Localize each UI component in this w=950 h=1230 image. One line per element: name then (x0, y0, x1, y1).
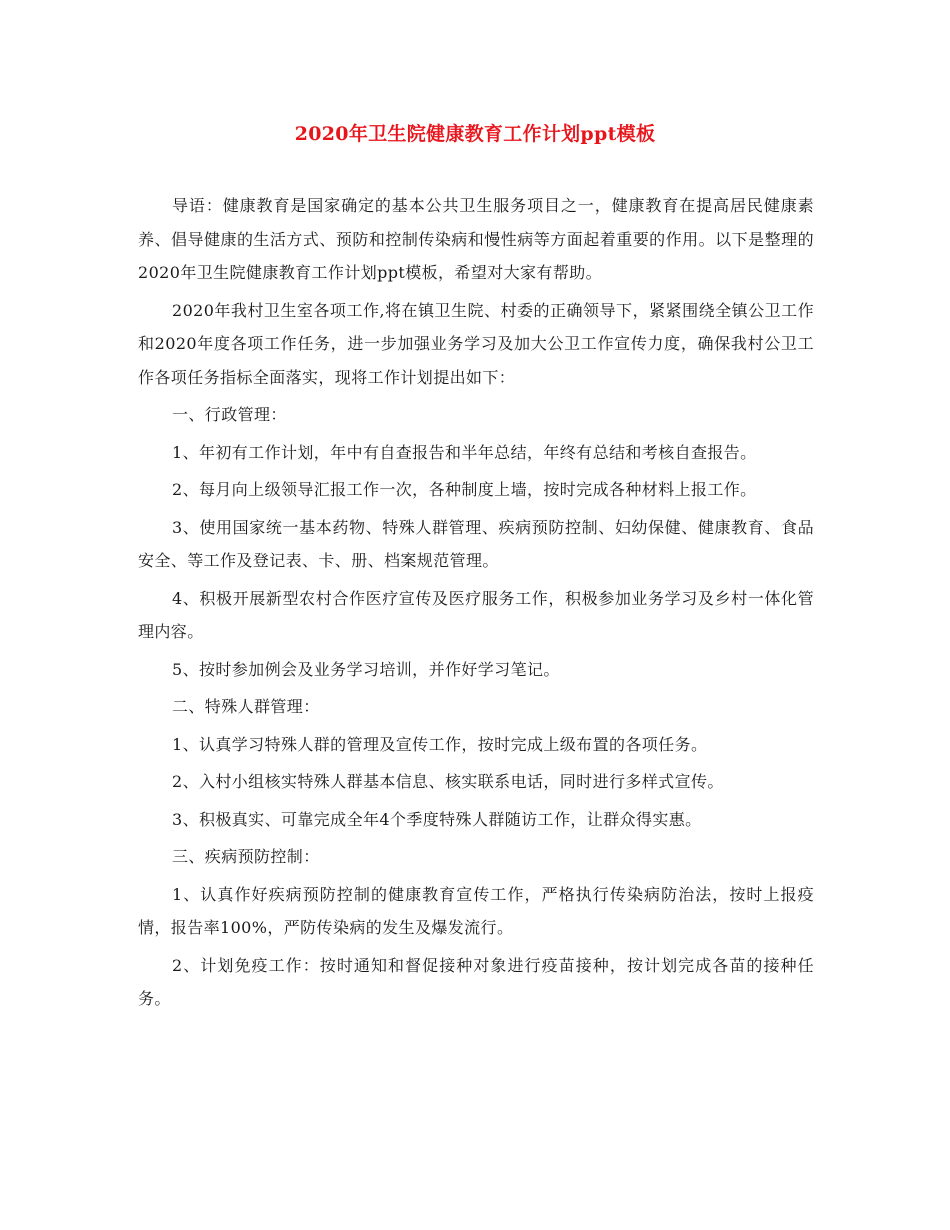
document-body (138, 189, 814, 1020)
list-item-admin-5: 5、按时参加例会及业务学习培训，并作好学习笔记。 (172, 659, 560, 679)
list-item-special-1: 1、认真学习特殊人群的管理及宣传工作，按时完成上级布置的各项任务。 (172, 734, 708, 754)
section-heading-special-groups: 二、特殊人群管理： (172, 697, 320, 716)
list-item-disease-1: 1、认真作好疾病预防控制的健康教育宣传工作，严格执行传染病防治法，按时上报疫情，报告率100%，严防传染病的发生及爆发流行。 (138, 884, 814, 937)
document-title: 2020年卫生院健康教育工作计划ppt模板 (294, 123, 656, 145)
paragraph-intro: 导语：健康教育是国家确定的基本公共卫生服务项目之一，健康教育在提高居民健康素养、倡导健康的生活方式、预防和控制传染病和慢性病等方面起着重要的作用。以下是整理的2020年卫生院健康教育工作计划ppt模板，希望对大家有帮助。 (138, 196, 814, 282)
list-item-disease-2: 2、计划免疫工作：按时通知和督促接种对象进行疫苗接种，按计划完成各苗的接种任务。 (138, 955, 814, 1008)
list-item-admin-3: 3、使用国家统一基本药物、特殊人群管理、疾病预防控制、妇幼保健、健康教育、食品安全、等工作及登记表、卡、册、档案规范管理。 (138, 517, 814, 570)
section-heading-admin: 一、行政管理： (172, 405, 287, 424)
list-item-special-2: 2、入村小组核实特殊人群基本信息、核实联系电话，同时进行多样式宣传。 (172, 772, 724, 791)
list-item-special-3: 3、积极真实、可靠完成全年4个季度特殊人群随访工作，让群众得实惠。 (172, 809, 702, 829)
list-item-admin-4: 4、积极开展新型农村合作医疗宣传及医疗服务工作，积极参加业务学习及乡村一体化管理内容。 (138, 588, 814, 641)
paragraph-overview: 2020年我村卫生室各项工作,将在镇卫生院、村委的正确领导下，紧紧围绕全镇公卫工作和2020年度各项工作任务，进一步加强业务学习及加大公卫工作宣传力度，确保我村公卫工作各项任务指标全面落实，现将工作计划提出如下： (138, 300, 814, 387)
section-heading-disease-control: 三、疾病预防控制： (172, 847, 320, 866)
list-item-admin-1: 1、年初有工作计划，年中有自查报告和半年总结，年终有总结和考核自查报告。 (172, 442, 757, 462)
list-item-admin-2: 2、每月向上级领导汇报工作一次，各种制度上墙，按时完成各种材料上报工作。 (172, 480, 757, 499)
